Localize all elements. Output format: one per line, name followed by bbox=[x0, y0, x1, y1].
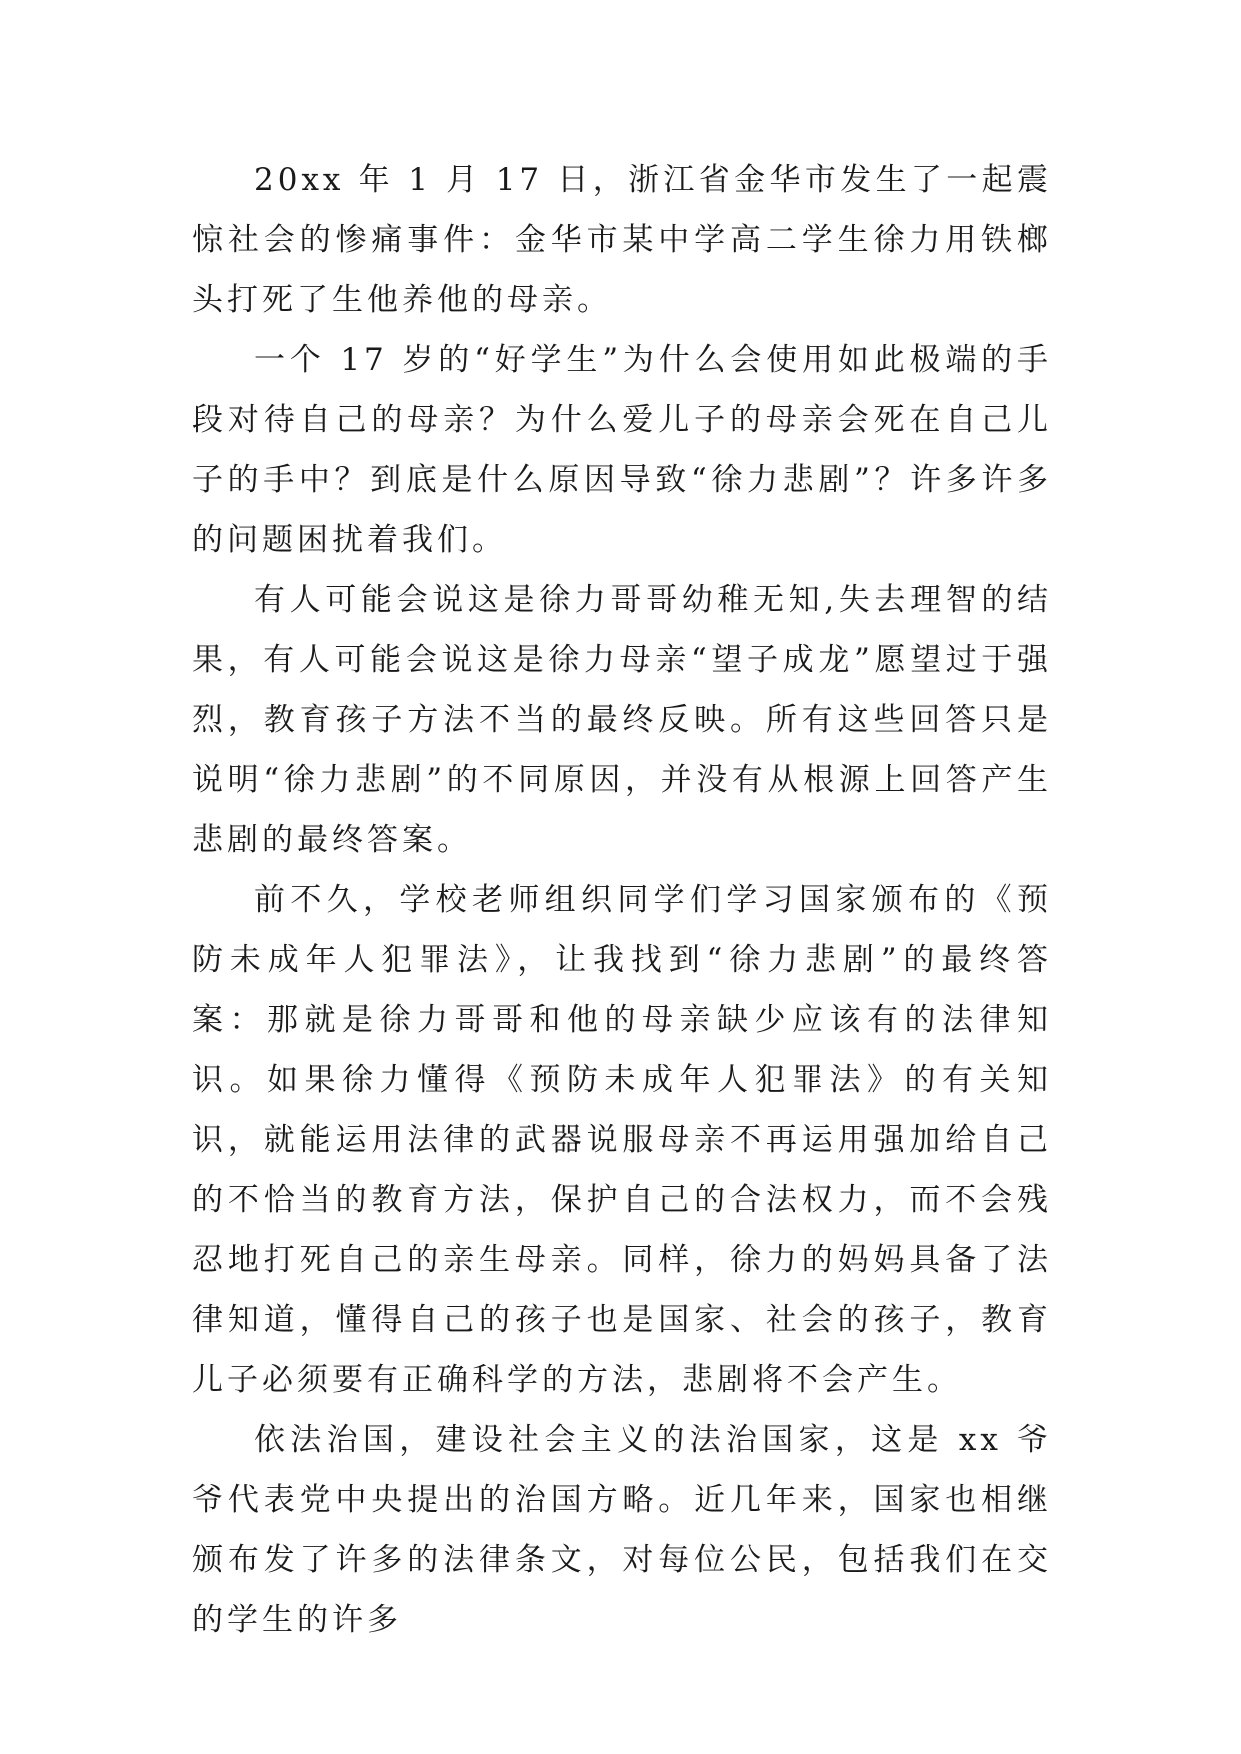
paragraph-1: 20xx 年 1 月 17 日，浙江省金华市发生了一起震惊社会的惨痛事件：金华市某中学高二学生徐力用铁榔头打死了生他养他的母亲。 bbox=[192, 162, 1052, 318]
paragraph-5: 依法治国，建设社会主义的法治国家，这是 xx 爷爷代表党中央提出的治国方略。近几年来，国家也相继颁布发了许多的法律条文，对每位公民，包括我们在交的学生的许多 bbox=[192, 1422, 1052, 1638]
paragraph-4: 前不久，学校老师组织同学们学习国家颁布的《预防未成年人犯罪法》，让我找到“徐力悲剧”的最终答案：那就是徐力哥哥和他的母亲缺少应该有的法律知识。如果徐力懂得《预防未成年人犯罪法》的有关知识，就能运用法律的武器说服母亲不再运用强加给自己的不恰当的教育方法，保护自己的合法权力，而不会残忍地打死自己的亲生母亲。同样，徐力的妈妈具备了法律知道，懂得自己的孩子也是国家、社会的孩子，教育儿子必须要有正确科学的方法，悲剧将不会产生。 bbox=[192, 882, 1052, 1398]
paragraph-3: 有人可能会说这是徐力哥哥幼稚无知,失去理智的结果，有人可能会说这是徐力母亲“望子成龙”愿望过于强烈，教育孩子方法不当的最终反映。所有这些回答只是说明“徐力悲剧”的不同原因，并没有从根源上回答产生悲剧的最终答案。 bbox=[192, 582, 1052, 858]
paragraph-2: 一个 17 岁的“好学生”为什么会使用如此极端的手段对待自己的母亲？为什么爱儿子的母亲会死在自己儿子的手中？到底是什么原因导致“徐力悲剧”？许多许多的问题困扰着我们。 bbox=[192, 342, 1052, 558]
document-body bbox=[192, 150, 1052, 1650]
